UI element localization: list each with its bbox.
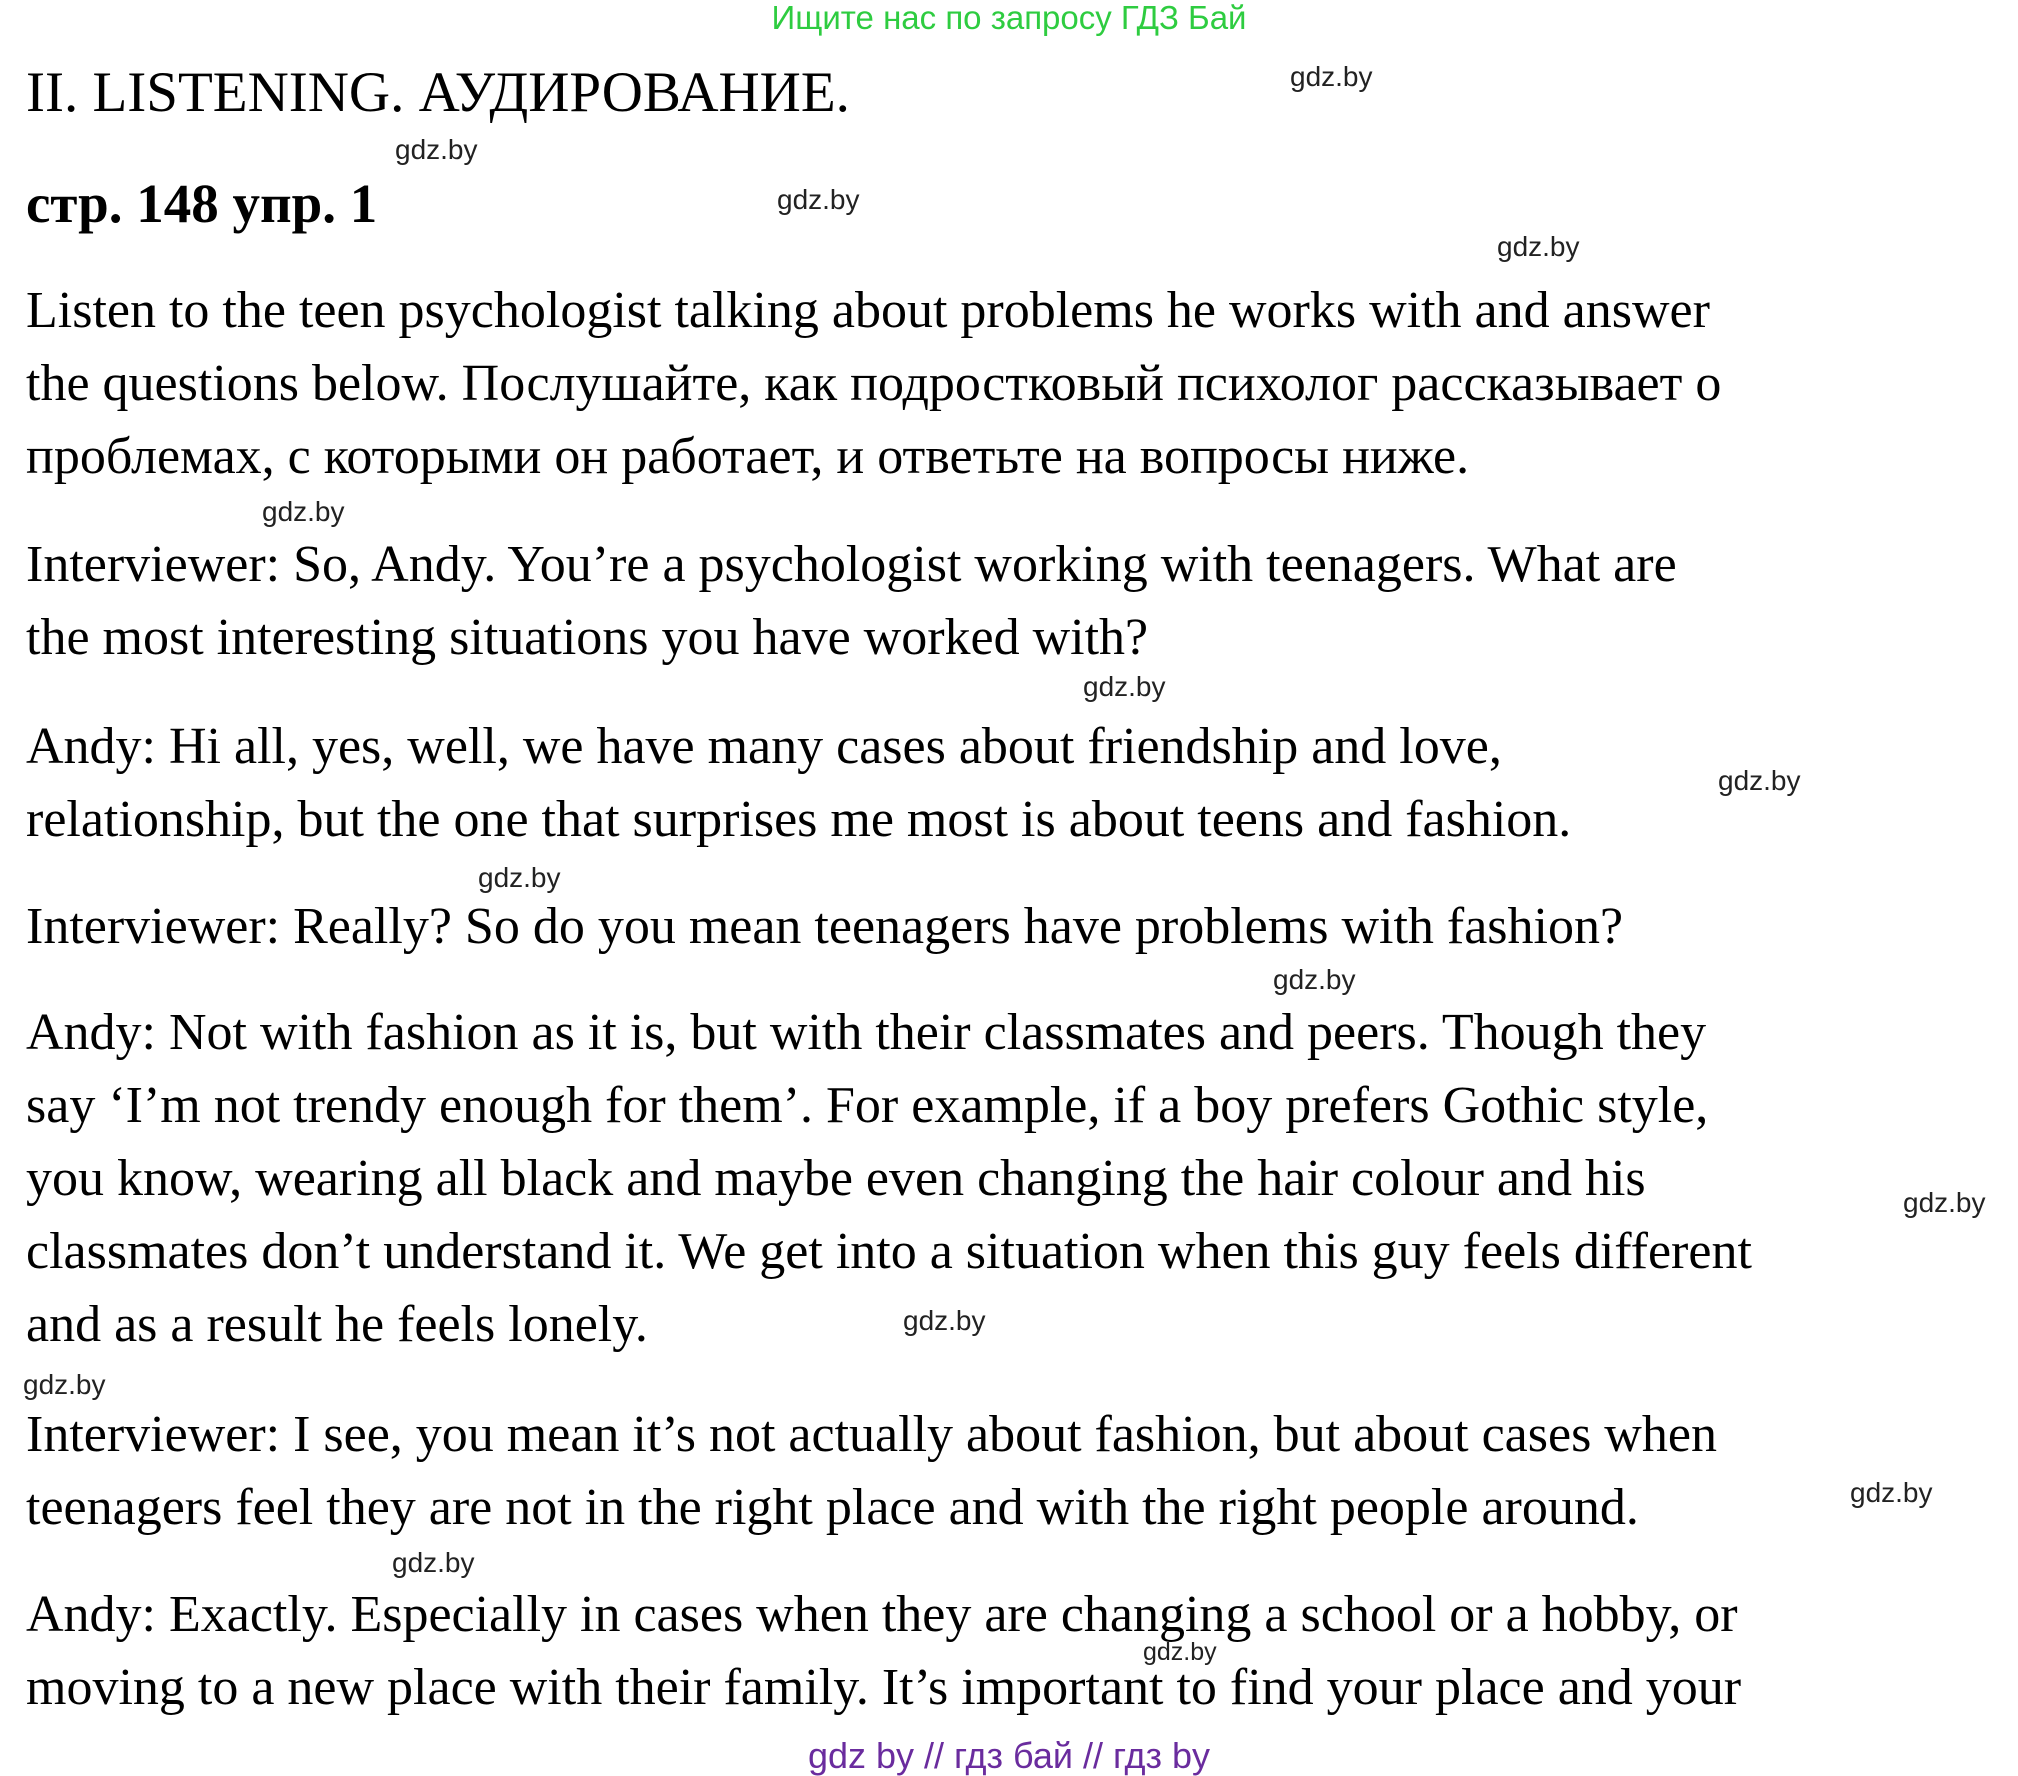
text-line: the most interesting situations you have worked with?	[26, 609, 1149, 666]
text-line: Interviewer: Really? So do you mean teenagers have problems with fashion?	[26, 898, 1624, 955]
watermark: gdz.by	[23, 1369, 106, 1400]
watermark: gdz.by	[1083, 671, 1166, 702]
text-line: Andy: Exactly. Especially in cases when they are changing a school or a hobby, or	[26, 1586, 1738, 1643]
text-line: Interviewer: I see, you mean it’s not actually about fashion, but about cases when	[26, 1406, 1717, 1463]
dialogue-interviewer-1	[26, 528, 2016, 674]
text-line: Listen to the teen psychologist talking about problems he works with and answer	[26, 282, 1710, 339]
dialogue-interviewer-2	[26, 890, 2016, 963]
text-line: classmates don’t understand it. We get into a situation when this guy feels different	[26, 1223, 1752, 1280]
text-line: Andy: Not with fashion as it is, but with their classmates and peers. Though they	[26, 1004, 1707, 1061]
dialogue-interviewer-3	[26, 1398, 2016, 1544]
watermark: gdz.by	[262, 496, 345, 527]
watermark: gdz.by	[1903, 1187, 1986, 1218]
text-line: the questions below. Послушайте, как подростковый психолог рассказывает о	[26, 355, 1722, 412]
watermark: gdz.by	[777, 184, 860, 215]
text-line: Andy: Hi all, yes, well, we have many cases about friendship and love,	[26, 718, 1502, 775]
watermark: gdz.by	[478, 862, 561, 893]
watermark: gdz.by	[1273, 964, 1356, 995]
text-line: moving to a new place with their family. It’s important to find your place and your	[26, 1659, 1742, 1716]
section-title: II. LISTENING. АУДИРОВАНИЕ.	[26, 61, 850, 124]
text-line: проблемах, с которыми он работает, и ответьте на вопросы ниже.	[26, 428, 1470, 485]
watermark: gdz.by	[1290, 61, 1373, 92]
dialogue-andy-3	[26, 1578, 2016, 1724]
watermark: gdz.by	[903, 1305, 986, 1336]
exercise-title: стр. 148 упр. 1	[26, 173, 378, 234]
text-line: teenagers feel they are not in the right place and with the right people around.	[26, 1479, 1639, 1536]
text-line: say ‘I’m not trendy enough for them’. For example, if a boy prefers Gothic style,	[26, 1077, 1709, 1134]
watermark: gdz.by	[1497, 231, 1580, 262]
top-banner: Ищите нас по запросу ГДЗ Бай	[771, 0, 1247, 36]
task-instruction	[26, 274, 2016, 493]
watermark: gdz.by	[1718, 765, 1801, 796]
text-line: and as a result he feels lonely.	[26, 1296, 648, 1353]
watermark: gdz.by	[1850, 1477, 1933, 1508]
dialogue-andy-2	[26, 996, 2016, 1361]
watermark: gdz.by	[1143, 1638, 1217, 1666]
text-line: relationship, but the one that surprises me most is about teens and fashion.	[26, 791, 1572, 848]
text-line: you know, wearing all black and maybe even changing the hair colour and his	[26, 1150, 1646, 1207]
footer-watermark: gdz by // гдз бай // гдз by	[807, 1735, 1211, 1776]
watermark: gdz.by	[392, 1547, 475, 1578]
watermark: gdz.by	[395, 134, 478, 165]
text-line: Interviewer: So, Andy. You’re a psychologist working with teenagers. What are	[26, 536, 1677, 593]
